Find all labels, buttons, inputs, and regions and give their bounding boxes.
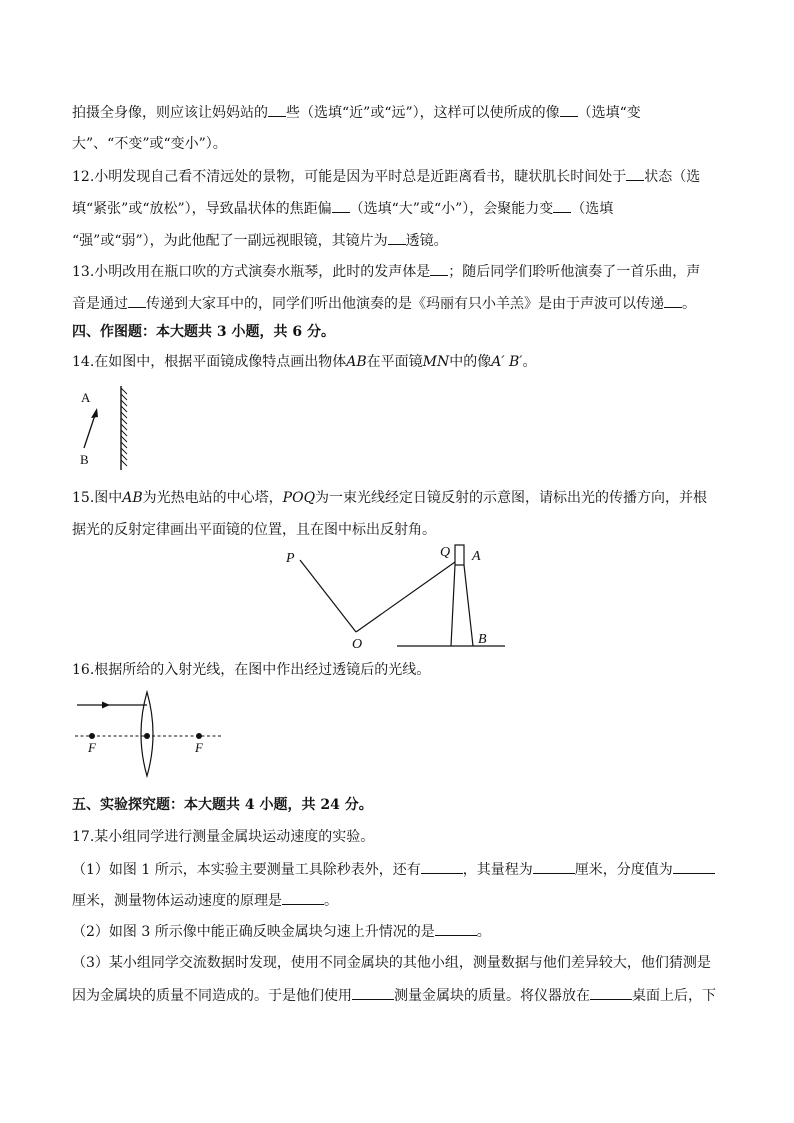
tower-right-edge <box>464 565 473 646</box>
question-14 <box>72 353 536 371</box>
figure-tower-reflection <box>280 540 520 655</box>
ray-arrowhead <box>102 702 110 709</box>
section-heading: 五、实验探究题：本大题共 4 小题，共 24 分。 <box>72 797 373 813</box>
text-line: （3）某小组同学交流数据时发现，使用不同金属块的其他小组，测量数据与他们差异较大，他们猜测是 <box>72 955 711 971</box>
text-segment: 。 <box>522 354 537 370</box>
label-p: P <box>286 551 295 566</box>
label-a: A <box>472 549 481 564</box>
answer-blank[interactable] <box>435 922 477 936</box>
tower-top <box>455 545 464 565</box>
text-segment: 填“紧张”或“放松”），导致晶状体的焦距偏 <box>72 201 332 217</box>
incident-ray-po <box>300 560 356 632</box>
mirror-hatching <box>121 388 127 466</box>
text-line: 据光的反射定律画出平面镜的位置，且在图中标出反射角。 <box>72 522 436 538</box>
answer-blank[interactable] <box>590 986 632 1000</box>
text-line <box>72 199 613 218</box>
answer-blank[interactable] <box>388 231 406 245</box>
math-label: AB <box>122 490 143 506</box>
text-segment: 。 <box>324 893 338 909</box>
answer-blank[interactable] <box>352 986 394 1000</box>
object-arrowhead <box>91 408 98 418</box>
focal-point-left <box>89 733 95 739</box>
text-segment: 12.小明发现自己看不清远处的景物，可能是因为平时总是近距离看书，睫状肌长时间处于 <box>72 169 627 185</box>
label-f-left: F <box>88 740 96 755</box>
math-label: AB <box>346 354 367 370</box>
text-line <box>72 135 227 153</box>
label-q: Q <box>440 545 451 560</box>
figure-plane-mirror <box>76 384 136 474</box>
answer-blank[interactable] <box>421 860 463 874</box>
text-segment: 拍摄全身像，则应该让妈妈站的 <box>72 105 268 121</box>
label-b: B <box>478 632 487 647</box>
math-label: POQ <box>282 490 316 506</box>
text-segment: 厘米，测量物体运动速度的原理是 <box>72 893 282 909</box>
focal-point-right <box>196 733 202 739</box>
answer-blank[interactable] <box>430 262 448 276</box>
question-16: 16.根据所给的入射光线，在图中作出经过透镜后的光线。 <box>72 662 431 678</box>
tower-left-edge <box>451 565 455 646</box>
answer-blank[interactable] <box>673 860 715 874</box>
text-segment: 透镜。 <box>405 233 448 249</box>
label-o: O <box>352 637 363 652</box>
math-label: A′ B′ <box>491 354 523 370</box>
text-line <box>72 103 641 122</box>
text-segment: 桌面上后，下 <box>632 988 716 1004</box>
text-segment: （选填“变 <box>577 105 641 121</box>
label-a: A <box>81 390 91 405</box>
text-line <box>72 922 491 941</box>
text-segment: （1）如图 1 所示，本实验主要测量工具除秒表外，还有 <box>72 862 421 878</box>
text-segment: 。 <box>476 924 491 940</box>
answer-blank[interactable] <box>282 891 324 905</box>
answer-blank[interactable] <box>533 860 575 874</box>
text-segment: 。 <box>682 296 696 312</box>
reflected-ray-oq <box>356 562 455 632</box>
answer-blank[interactable] <box>560 103 578 117</box>
text-segment: “强”或“弱”），为此他配了一副远视眼镜，其镜片为 <box>72 233 388 249</box>
text-line <box>72 231 448 250</box>
question-17: 17.某小组同学进行测量金属块运动速度的实验。 <box>72 829 375 845</box>
text-segment: 13.小明改用在瓶口吹的方式演奏水瓶琴，此时的发声体是 <box>72 264 431 280</box>
text-segment: 厘米，分度值为 <box>574 862 673 878</box>
text-segment: 中的像 <box>449 354 492 370</box>
figure-convex-lens <box>72 690 232 780</box>
text-segment: 15.图中 <box>72 490 123 506</box>
text-segment: 音是通过 <box>72 296 128 312</box>
text-segment: ；随后同学们聆听他演奏了一首乐曲，声 <box>448 264 701 280</box>
text-segment: （选填 <box>571 201 614 217</box>
label-b: B <box>80 452 89 467</box>
answer-blank[interactable] <box>664 294 682 308</box>
question-12 <box>72 167 700 186</box>
answer-blank[interactable] <box>626 167 644 181</box>
text-line <box>72 986 716 1005</box>
text-segment: （选填“大”或“小”），会聚能力变 <box>349 201 554 217</box>
optical-center <box>144 733 150 739</box>
answer-blank[interactable] <box>553 199 571 213</box>
question-13 <box>72 262 700 281</box>
text-segment: 在平面镜 <box>366 354 423 370</box>
section-heading: 四、作图题：本大题共 3 小题，共 6 分。 <box>72 324 335 340</box>
text-line <box>72 860 715 879</box>
text-segment: 状态（选 <box>644 169 701 185</box>
text-segment: 些（选填“近”或“远”），这样可以使所成的像 <box>286 105 560 121</box>
text-segment: 传递到大家耳中的，同学们听出他演奏的是《玛丽有只小羊羔》是由于声波可以传递 <box>146 296 664 312</box>
text-segment: 测量金属块的质量。将仪器放在 <box>394 988 590 1004</box>
text-segment: 大”、“不变”或“变小”）。 <box>72 136 227 152</box>
text-segment: 为光热电站的中心塔， <box>142 490 283 506</box>
text-segment: 为一束光线经定日镜反射的示意图，请标出光的传播方向，并根 <box>315 490 708 506</box>
label-f-right: F <box>195 740 203 755</box>
answer-blank[interactable] <box>332 199 350 213</box>
text-line <box>72 891 338 910</box>
text-segment: 14.在如图中，根据平面镜成像特点画出物体 <box>72 354 347 370</box>
text-segment: ，其量程为 <box>462 862 533 878</box>
question-15 <box>72 489 707 507</box>
text-segment: 因为金属块的质量不同造成的。于是他们使用 <box>72 988 352 1004</box>
answer-blank[interactable] <box>128 294 146 308</box>
text-segment: （2）如图 3 所示像中能正确反映金属块匀速上升情况的是 <box>72 924 435 940</box>
math-label: MN <box>422 354 450 370</box>
text-line <box>72 294 696 313</box>
answer-blank[interactable] <box>268 103 286 117</box>
